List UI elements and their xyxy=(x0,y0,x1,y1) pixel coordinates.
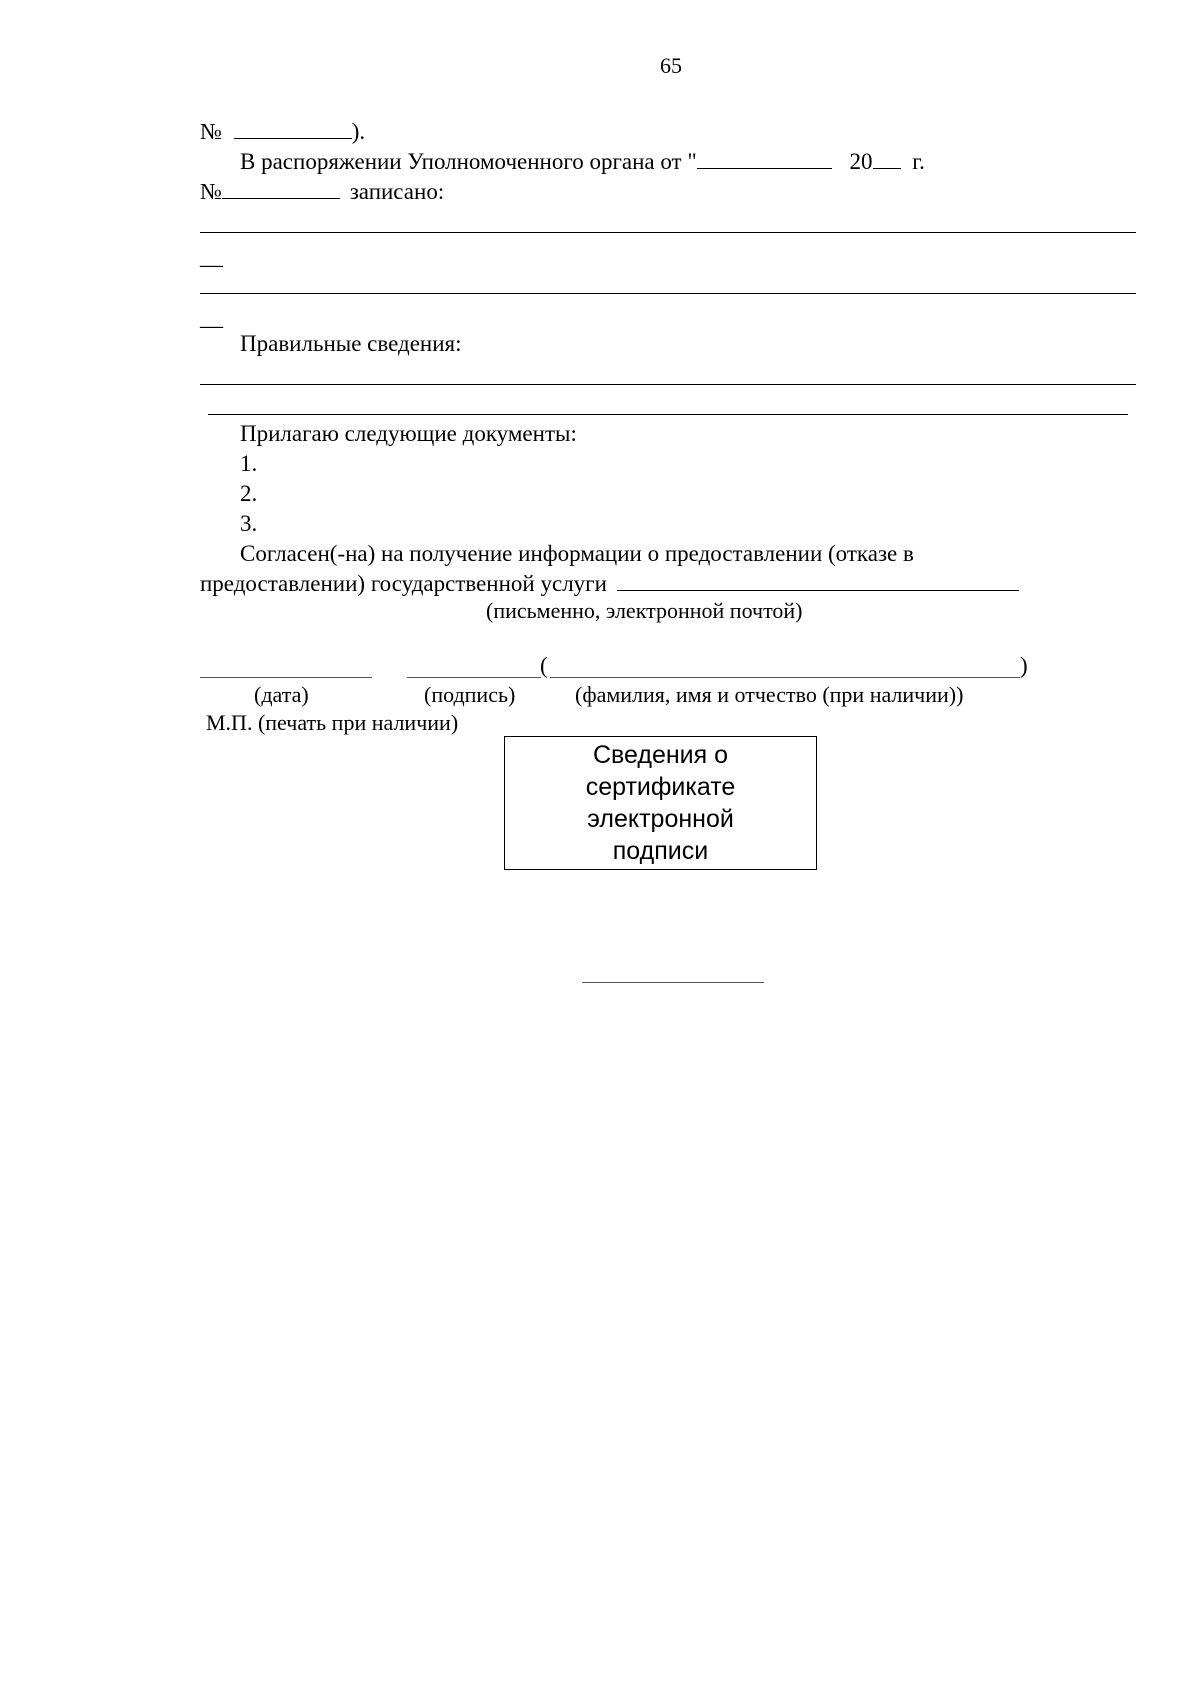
recorded-number-sign: № xyxy=(200,179,222,204)
attachment-item-2: 2. xyxy=(240,481,258,506)
order-year: 20 xyxy=(849,149,873,174)
recorded-dash-2: __ xyxy=(200,305,223,330)
recorded-dash-1: __ xyxy=(200,244,223,269)
recorded-number-blank[interactable] xyxy=(222,178,340,199)
consent-line-2 xyxy=(200,570,1019,598)
order-date-blank[interactable] xyxy=(697,148,832,169)
certificate-box xyxy=(504,736,817,870)
attachment-item-1: 1. xyxy=(240,451,258,476)
stamp-caption: М.П. (печать при наличии) xyxy=(206,710,459,735)
recorded-line xyxy=(200,178,444,206)
number-close: ). xyxy=(351,119,366,144)
attachment-item-3: 3. xyxy=(240,511,258,536)
number-sign: № xyxy=(200,119,222,144)
number-blank[interactable] xyxy=(234,118,352,139)
name-close-paren: ) xyxy=(1020,653,1028,678)
recorded-blank-1[interactable] xyxy=(200,232,1136,233)
recorded-label: записано: xyxy=(349,179,445,204)
correct-label: Правильные сведения: xyxy=(240,331,462,356)
certificate-box-text: Сведения о сертификате электронной подписи xyxy=(585,741,736,865)
attach-label: Прилагаю следующие документы: xyxy=(240,421,577,446)
name-open-paren: ( xyxy=(540,653,548,678)
order-line xyxy=(240,148,925,176)
consent-method-blank[interactable] xyxy=(617,570,1019,591)
page-number: 65 xyxy=(660,53,682,78)
signature-blank[interactable] xyxy=(407,677,541,678)
name-caption: (фамилия, имя и отчество (при наличии)) xyxy=(575,682,964,707)
bottom-separator xyxy=(582,982,764,983)
signature-caption: (подпись) xyxy=(424,682,516,707)
order-text: В распоряжении Уполномоченного органа от " xyxy=(240,149,697,174)
correct-blank-2[interactable] xyxy=(208,414,1128,415)
correct-blank-1[interactable] xyxy=(200,384,1136,385)
date-blank[interactable] xyxy=(200,677,372,678)
consent-line-1: Согласен(-на) на получение информации о предоставлении (отказе в xyxy=(240,541,914,566)
order-year-suffix: г. xyxy=(912,149,925,174)
consent-hint: (письменно, электронной почтой) xyxy=(486,598,803,623)
date-caption: (дата) xyxy=(254,682,309,707)
name-blank[interactable] xyxy=(550,677,1020,678)
order-year-blank[interactable] xyxy=(873,148,901,169)
number-line xyxy=(200,118,365,146)
recorded-blank-2[interactable] xyxy=(200,293,1136,294)
consent-line-2-text: предоставлении) государственной услуги xyxy=(200,571,607,596)
